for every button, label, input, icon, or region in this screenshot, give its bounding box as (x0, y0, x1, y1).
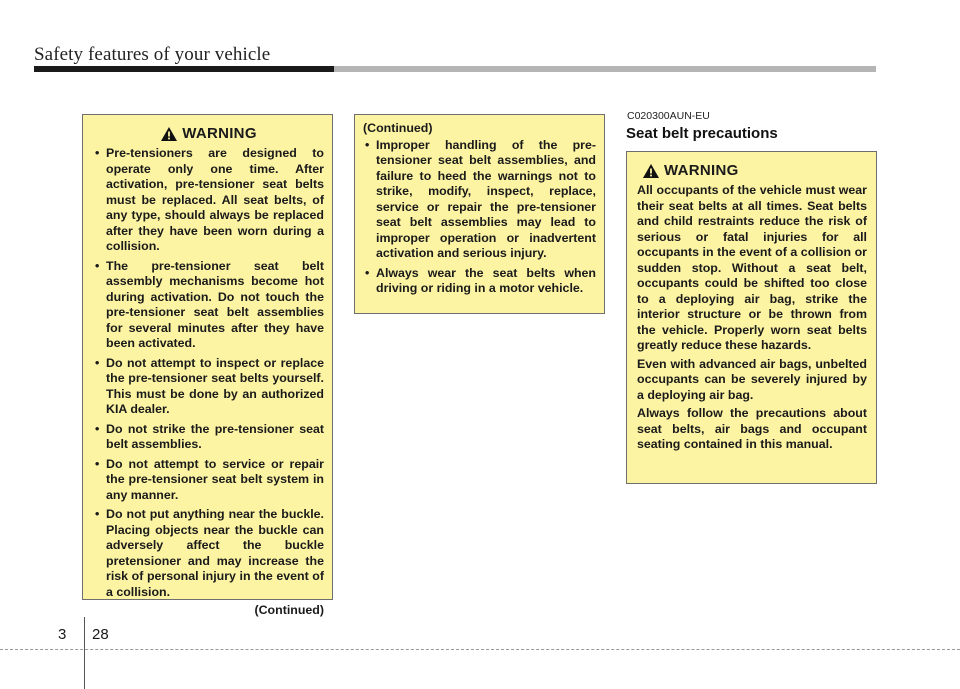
continued-label: (Continued) (363, 121, 433, 135)
warning-list (363, 138, 596, 297)
page-header-title: Safety features of your vehicle (34, 44, 271, 65)
header-rule-accent (34, 66, 334, 72)
section-code: C020300AUN-EU (627, 110, 710, 122)
chapter-number: 3 (58, 626, 67, 643)
warning-box-seat-belt (626, 151, 877, 484)
warning-paragraph: Always follow the precautions about seat belts, air bags and occupant seating contained in this manual. (637, 406, 867, 451)
warning-label: WARNING (664, 162, 739, 179)
warning-heading (637, 162, 867, 179)
warning-heading (93, 125, 324, 142)
continued-label: (Continued) (254, 603, 324, 617)
page-number: 28 (92, 626, 109, 643)
warning-triangle-icon (642, 163, 660, 179)
list-item: • Improper handling of the pre-tensioner seat belt assemblies, and failure to heed the warnings not to strike, modify, inspect, replace, service or repair the pre-tensioner seat belt assemblies may lead to improper operation or inadvertent activation and serious injury. (363, 138, 596, 262)
list-item: • Always wear the seat belts when driving or riding in a motor vehicle. (363, 266, 596, 297)
list-item: • Do not attempt to service or repair the pre-tensioner seat belt system in any manner. (93, 457, 324, 504)
list-item: • Do not attempt to inspect or replace the pre-tensioner seat belts yourself. This must be done by an authorized KIA dealer. (93, 356, 324, 418)
warning-box-continued (354, 114, 605, 314)
warning-paragraph: All occupants of the vehicle must wear their seat belts at all times. Seat belts and child restraints reduce the risk of serious or fatal injuries for all occupants in the event of a collision or sudden stop. Without a seat belt, occupants could be shifted too close to a deploying air bag, strike the interior structure or be thrown from the vehicle. Properly worn seat belts greatly reduce these hazards. (637, 183, 867, 352)
list-item: • Do not strike the pre-tensioner seat belt assemblies. (93, 422, 324, 453)
footer-rule (0, 649, 960, 650)
list-item: • Pre-tensioners are designed to operate only one time. After activation, pre-tensioner seat belts must be replaced. All seat belts, of any type, should always be replaced after they have been worn during a collision. (93, 146, 324, 255)
warning-triangle-icon (160, 126, 178, 142)
warning-label: WARNING (182, 125, 257, 142)
footer-divider (84, 617, 85, 689)
warning-box-pretensioners (82, 114, 333, 617)
section-title: Seat belt precautions (626, 125, 778, 142)
list-item: • Do not put anything near the buckle. Placing objects near the buckle can adversely affect the buckle pretensioner and may increase the risk of personal injury in the event of a collision. (93, 507, 324, 600)
list-item: • The pre-tensioner seat belt assembly mechanisms become hot during activation. Do not touch the pre-tensioner seat belt assemblies for several minutes after they have been activated. (93, 259, 324, 352)
warning-list (93, 146, 324, 600)
warning-paragraph: Even with advanced air bags, unbelted occupants can be severely injured by a deploying air bag. (637, 356, 867, 402)
